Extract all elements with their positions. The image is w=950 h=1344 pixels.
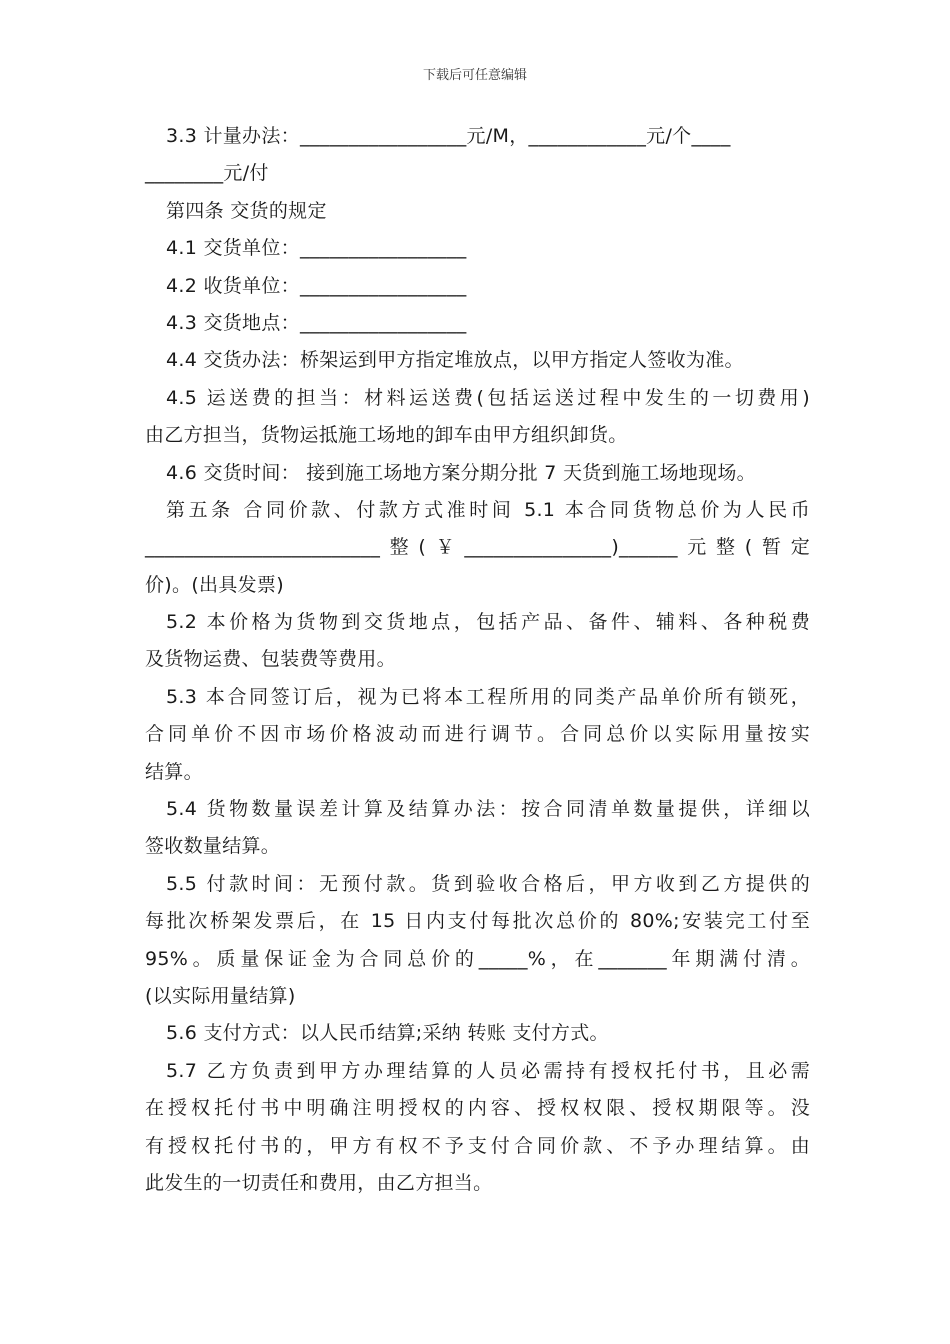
text-line: 签收数量结算。 xyxy=(145,835,281,858)
text-line: 每批次桥架发票后，在 15 日内支付每批次总价的 80%;安装完工付至 xyxy=(145,910,810,933)
text-line: 合同单价不因市场价格波动而进行调节。合同总价以实际用量按实 xyxy=(145,723,810,746)
text-line: 有授权托付书的，甲方有权不予支付合同价款、不予办理结算。由 xyxy=(145,1134,810,1157)
text-line: 第四条 交货的规定 xyxy=(166,199,327,222)
text-line: 及货物运费、包装费等费用。 xyxy=(145,648,396,671)
document-body xyxy=(145,118,810,1202)
page-header: 下载后可任意编辑 xyxy=(422,68,527,83)
text-line: 此发生的一切责任和费用，由乙方担当。 xyxy=(145,1171,493,1194)
text-line: 95%。质量保证金为合同总价的_____%，在_______年期满付清。 xyxy=(145,947,810,970)
text-line: 4.2 收货单位：_________________ xyxy=(166,274,467,297)
text-line: 5.3 本合同签订后，视为已将本工程所用的同类产品单价所有锁死， xyxy=(166,685,810,708)
text-line: ________________________整(￥_______________)______元整(暂定 xyxy=(145,536,810,559)
text-line: 第五条 合同价款、付款方式准时间 5.1 本合同货物总价为人民币 xyxy=(166,498,810,521)
text-line: 5.5 付款时间：无预付款。货到验收合格后，甲方收到乙方提供的 xyxy=(166,872,810,895)
text-line: 结算。 xyxy=(145,760,203,783)
text-line: 4.1 交货单位：_________________ xyxy=(166,237,467,260)
text-line: ________元/付 xyxy=(145,162,269,185)
text-line: (以实际用量结算) xyxy=(145,984,296,1007)
text-line: 4.5 运送费的担当：材料运送费(包括运送过程中发生的一切费用) xyxy=(166,386,810,409)
text-line: 5.4 货物数量误差计算及结算办法：按合同清单数量提供，详细以 xyxy=(166,798,810,821)
text-line: 在授权托付书中明确注明授权的内容、授权权限、授权期限等。没 xyxy=(145,1097,810,1120)
text-line: 5.2 本价格为货物到交货地点，包括产品、备件、辅料、各种税费 xyxy=(166,611,810,634)
text-line: 4.6 交货时间： 接到施工场地方案分期分批 7 天货到施工场地现场。 xyxy=(166,461,756,484)
text-line: 4.3 交货地点：_________________ xyxy=(166,311,467,334)
text-line: 由乙方担当，货物运抵施工场地的卸车由甲方组织卸货。 xyxy=(145,424,628,447)
text-line: 5.7 乙方负责到甲方办理结算的人员必需持有授权托付书，且必需 xyxy=(166,1059,810,1082)
text-line: 价)。(出具发票) xyxy=(145,573,284,596)
text-line: 3.3 计量办法：_________________元/M，____________元/个____ xyxy=(166,125,731,147)
text-line: 5.6 支付方式：以人民币结算;采纳 转账 支付方式。 xyxy=(166,1022,609,1045)
text-line: 4.4 交货办法：桥架运到甲方指定堆放点，以甲方指定人签收为准。 xyxy=(166,349,744,372)
